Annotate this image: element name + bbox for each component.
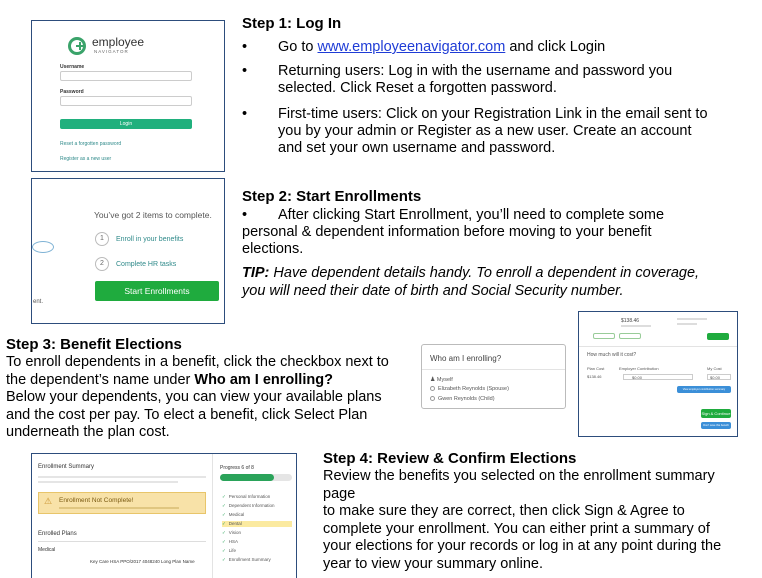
check-icon: ✓ xyxy=(222,512,226,517)
register-link[interactable]: Register as a new user xyxy=(60,156,112,162)
brand-subtitle: NAVIGATOR xyxy=(94,49,129,54)
step2-title: Step 2: Start Enrollments xyxy=(242,188,422,205)
plan-price: $138.46 xyxy=(621,318,640,324)
tip-label: TIP: xyxy=(242,265,270,281)
check-icon: ✓ xyxy=(222,539,226,544)
dont-save-button[interactable]: Don't save this benefit xyxy=(701,422,731,429)
start-enrollments-button[interactable]: Start Enrollments xyxy=(95,281,219,301)
medical-label: Medical xyxy=(38,547,56,553)
brand-name: employee xyxy=(92,35,145,49)
progress-bar-fill xyxy=(220,474,274,481)
check-icon: ✓ xyxy=(222,503,226,508)
doodle-icon xyxy=(32,241,54,253)
summary-heading: Enrollment Summary xyxy=(38,464,95,470)
username-label: Username xyxy=(60,64,85,70)
step1-bullet-2: • Returning users: Log in with the username and password you selected. Click Reset a forgotten password. xyxy=(242,63,673,96)
enrolled-plans-heading: Enrolled Plans xyxy=(38,531,77,537)
dependent-spouse[interactable]: Elizabeth Reynolds (Spouse) xyxy=(430,386,509,392)
password-label: Password xyxy=(60,89,84,95)
details-button[interactable] xyxy=(619,333,641,339)
compare-button[interactable] xyxy=(593,333,615,339)
step1-bullet-1: • Go to www.employeenavigator.com and click Login xyxy=(242,39,606,55)
item-2-text[interactable]: Complete HR tasks xyxy=(116,261,177,268)
dependent-checkbox[interactable] xyxy=(430,396,435,401)
warning-banner xyxy=(38,492,206,514)
my-cost-value: $0.00 xyxy=(707,374,731,380)
step2-bullet: • After clicking Start Enrollment, you’ll need to complete some personal & dependent information before moving to your benefit elections. xyxy=(242,207,665,257)
check-icon: ✓ xyxy=(222,557,226,562)
who-enrolling-screenshot xyxy=(421,344,566,409)
col-employer-contribution: Employer Contribution xyxy=(619,366,659,371)
plan-cost-screenshot xyxy=(578,311,738,437)
progress-item[interactable]: ✓ Personal Information xyxy=(222,494,271,499)
check-icon: ✓ xyxy=(222,521,226,526)
item-2-number: 2 xyxy=(95,257,109,271)
cost-question: How much will it cost? xyxy=(587,352,637,358)
warning-icon: ⚠ xyxy=(44,496,53,506)
select-plan-button[interactable] xyxy=(707,333,729,340)
dependent-child[interactable]: Gwen Reynolds (Child) xyxy=(430,396,495,402)
progress-item[interactable]: ✓ HSA xyxy=(222,539,239,544)
sign-continue-button[interactable]: Sign & Continue xyxy=(701,411,731,416)
check-icon: ✓ xyxy=(222,548,226,553)
login-screenshot xyxy=(31,20,225,172)
item-1-number: 1 xyxy=(95,232,109,246)
enrollment-summary-screenshot xyxy=(31,453,297,578)
reset-password-link[interactable]: Reset a forgotten password xyxy=(60,141,122,147)
warning-text: Enrollment Not Complete! xyxy=(59,497,134,504)
step4-title: Step 4: Review & Confirm Elections xyxy=(323,450,577,467)
progress-item[interactable]: ✓ Medical xyxy=(222,512,245,517)
person-icon: ♟ xyxy=(430,377,436,383)
password-input[interactable] xyxy=(60,96,192,106)
progress-item[interactable]: ✓ Vision xyxy=(222,530,241,535)
step3-title: Step 3: Benefit Elections xyxy=(6,336,182,353)
progress-item-current[interactable]: ✓ Dental xyxy=(222,521,292,527)
view-contribution-button[interactable]: View employer contribution summary xyxy=(677,386,731,393)
progress-label: Progress 6 of 8 xyxy=(220,465,254,471)
progress-item[interactable]: ✓ Enrollment Summary xyxy=(222,557,271,562)
dependent-checkbox[interactable] xyxy=(430,386,435,391)
col-my-cost: My Cost xyxy=(707,366,722,371)
plan-cost-value: $138.46 xyxy=(587,374,602,379)
plan-name: Key Care HSA PPO/2017 4048240 Long Plan Name xyxy=(90,559,195,564)
start-enrollment-screenshot xyxy=(31,178,225,324)
step1-title: Step 1: Log In xyxy=(242,15,342,32)
item-1-text[interactable]: Enroll in your benefits xyxy=(116,236,184,243)
check-icon: ✓ xyxy=(222,494,226,499)
login-button[interactable]: Login xyxy=(60,119,192,129)
edge-text: ent. xyxy=(33,299,44,305)
employer-contribution-value: $0.00 xyxy=(623,374,693,380)
step4-body: Review the benefits you selected on the enrollment summary page to make sure they are correct, then click Sign & Agree to complete your enrollment. You can either print a summary of your elections for your records or log in at any point during the year to view your summary online. xyxy=(323,468,722,572)
col-plan-cost: Plan Cost xyxy=(587,366,605,371)
who-enrolling-heading: Who am I enrolling? xyxy=(430,354,502,363)
dependent-myself[interactable]: ♟ Myself xyxy=(430,377,453,383)
check-icon: ✓ xyxy=(222,530,226,535)
username-input[interactable] xyxy=(60,71,192,81)
progress-item[interactable]: ✓ Dependent Information xyxy=(222,503,275,508)
employee-navigator-link[interactable]: www.employeenavigator.com xyxy=(317,39,506,55)
progress-item[interactable]: ✓ Life xyxy=(222,548,237,553)
items-heading: You’ve got 2 items to complete. xyxy=(94,210,212,220)
step1-bullet-3: • First-time users: Click on your Registration Link in the email sent to you by your admin or Register as a new user. Create an account and set your own username and password. xyxy=(242,106,708,156)
step2-tip: TIP: Have dependent details handy. To enroll a dependent in coverage, you will need their date of birth and Social Security number. xyxy=(242,265,700,299)
progress-bar xyxy=(220,474,292,481)
step3-body: To enroll dependents in a benefit, click the checkbox next to the dependent’s name under Who am I enrolling? Below your dependents, you can view your available plans and the cost per pay. To elect a benefit, click Select Plan underneath the plan cost. xyxy=(6,354,389,440)
